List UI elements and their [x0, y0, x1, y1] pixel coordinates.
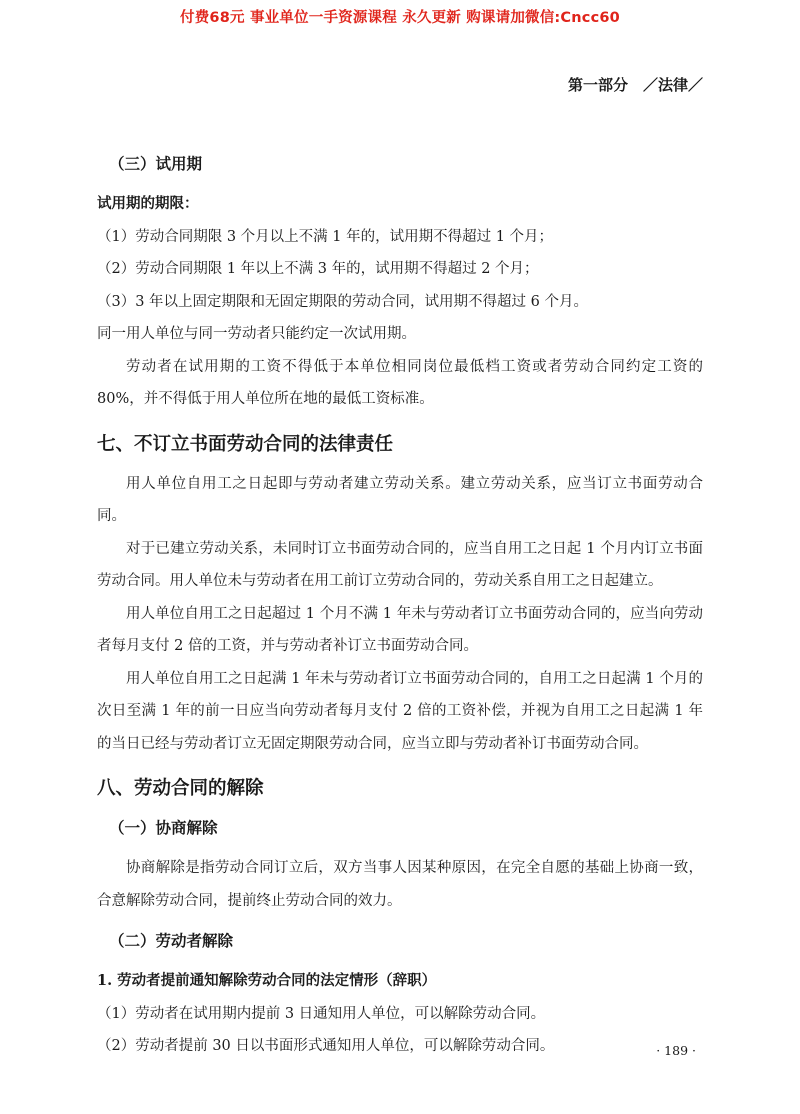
- subsection-heading-8-1: （一）协商解除: [109, 818, 218, 837]
- section-heading-7: 七、不订立书面劳动合同的法律责任: [97, 433, 394, 455]
- running-header: 第一部分 ／法律／: [567, 76, 703, 94]
- watermark-banner: 付费68元 事业单位一手资源课程 永久更新 购课请加微信:Cncc60: [180, 10, 620, 26]
- list-item: （1）劳动者在试用期内提前 3 日通知用人单位，可以解除劳动合同。: [97, 1005, 546, 1022]
- subsection-heading-8-2: （二）劳动者解除: [109, 931, 234, 950]
- paragraph: 用人单位自用工之日起超过 1 个月不满 1 年未与劳动者订立书面劳动合同的，应当向劳动者每月支付 2 倍的工资，并与劳动者补订立书面劳动合同。: [97, 605, 703, 654]
- list-item: （3）3 年以上固定期限和无固定期限的劳动合同，试用期不得超过 6 个月。: [97, 293, 589, 310]
- section-heading-probation: （三）试用期: [109, 154, 203, 173]
- paragraph: 协商解除是指劳动合同订立后，双方当事人因某种原因，在完全自愿的基础上协商一致，合意解除劳动合同，提前终止劳动合同的效力。: [97, 860, 703, 909]
- probation-limit-label: 试用期的期限：: [97, 195, 199, 212]
- paragraph: 对于已建立劳动关系，未同时订立书面劳动合同的，应当自用工之日起 1 个月内订立书面劳动合同。用人单位未与劳动者在用工前订立劳动合同的，劳动关系自用工之日起建立。: [97, 540, 703, 589]
- page-content: [97, 148, 703, 1063]
- list-item: （2）劳动合同期限 1 年以上不满 3 年的，试用期不得超过 2 个月；: [97, 261, 539, 277]
- list-item: （1）劳动合同期限 3 个月以上不满 1 年的，试用期不得超过 1 个月；: [97, 228, 554, 245]
- section-heading-8: 八、劳动合同的解除: [97, 778, 264, 799]
- page-number: · 189 ·: [656, 1043, 696, 1058]
- sub-heading-resignation: 1. 劳动者提前通知解除劳动合同的法定情形（辞职）: [97, 972, 437, 989]
- list-item: （2）劳动者提前 30 日以书面形式通知用人单位，可以解除劳动合同。: [97, 1038, 555, 1054]
- paragraph: 用人单位自用工之日起即与劳动者建立劳动关系。建立劳动关系，应当订立书面劳动合同。: [97, 475, 703, 524]
- paragraph: 用人单位自用工之日起满 1 年未与劳动者订立书面劳动合同的，自用工之日起满 1 个月的次日至满 1 年的前一日应当向劳动者每月支付 2 倍的工资补偿，并视为自用工之日起满 1 年的当日已经与劳动者订立无固定期限劳动合同，应当立即与劳动者补订书面劳动合同。: [97, 670, 703, 752]
- paragraph: 劳动者在试用期的工资不得低于本单位相同岗位最低档工资或者劳动合同约定工资的 80%，并不得低于用人单位所在地的最低工资标准。: [97, 358, 703, 407]
- paragraph: 同一用人单位与同一劳动者只能约定一次试用期。: [97, 326, 416, 342]
